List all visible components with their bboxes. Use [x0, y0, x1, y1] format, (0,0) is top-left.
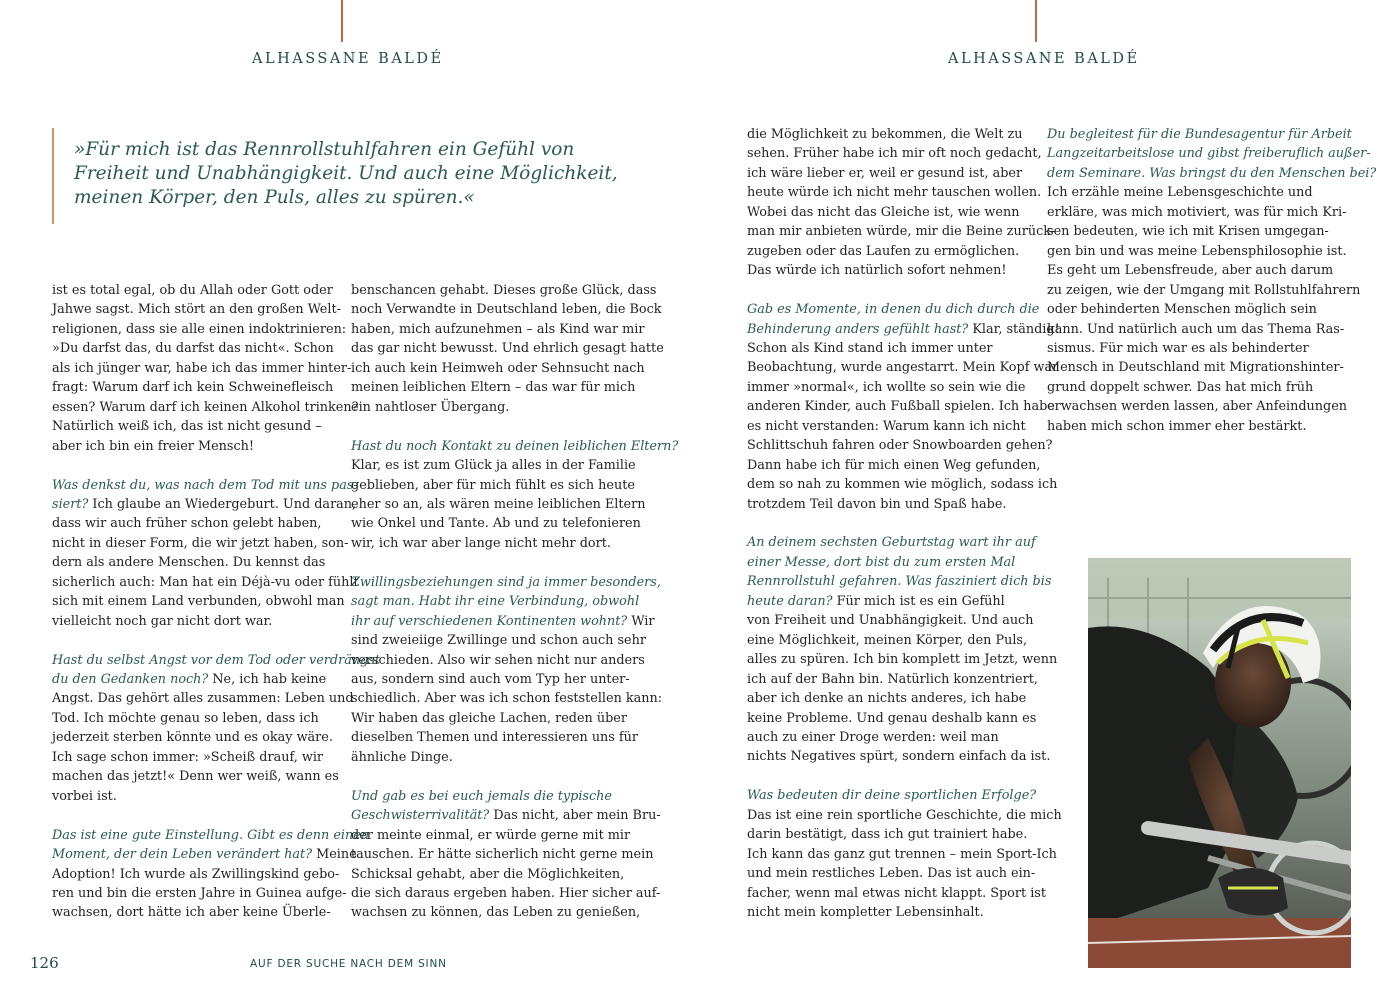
text-line: verschieden. Also wir sehen nicht nur anders: [351, 652, 645, 668]
text-line: Ich erzähle meine Lebensgeschichte und: [1047, 185, 1313, 201]
interview-paragraph: [351, 437, 679, 554]
interview-question: Gab es Momente, in denen du dich durch die: [747, 302, 1040, 318]
interview-paragraph: [52, 826, 370, 923]
pull-quote: [52, 128, 632, 224]
text-line: dass wir auch früher schon gelebt haben,: [52, 516, 322, 532]
interview-question: Das ist eine gute Einstellung. Gibt es denn einen: [52, 827, 370, 843]
text-line: jederzeit sterben könnte und es okay wäre.: [52, 730, 333, 746]
text-line: machen das jetzt!« Denn wer weiß, wann es: [52, 769, 339, 785]
athlete-in-racing-wheelchair-photo: [1088, 558, 1351, 968]
text-line: als ich jünger war, habe ich das immer hinter-: [52, 360, 352, 376]
text-line: ist es total egal, ob du Allah oder Gott oder: [52, 283, 333, 298]
text-line: meinen leiblichen Eltern – das war für mich: [351, 380, 636, 396]
text-line: immer »normal«, ich wollte so sein wie die: [747, 379, 1026, 395]
text-line: Schon als Kind stand ich immer unter: [747, 340, 993, 356]
pull-quote-line: meinen Körper, den Puls, alles zu spüren.«: [74, 187, 475, 208]
text-line: darin bestätigt, dass ich gut trainiert habe.: [747, 827, 1028, 843]
text-line: wie Onkel und Tante. Ab und zu telefonieren: [351, 516, 641, 532]
text-line: Für mich ist es ein Gefühl: [832, 593, 1005, 609]
text-line: noch Verwandte in Deutschland leben, die Bock: [351, 302, 662, 318]
text-line: sicherlich auch: Man hat ein Déjà-vu oder fühlt: [52, 574, 359, 590]
pull-quote-line: »Für mich ist das Rennrollstuhlfahren ein Gefühl: [74, 139, 535, 160]
running-head: ALHASSANE BALDÉ: [252, 51, 444, 67]
text-line: sich mit einem Land verbunden, obwohl man: [52, 594, 345, 610]
text-line: Klar, es ist zum Glück ja alles in der Familie: [351, 458, 636, 474]
text-line: Ich sage schon immer: »Scheiß drauf, wir: [52, 749, 324, 765]
interview-question: heute daran?: [747, 593, 833, 609]
interview-question: Langzeitarbeitslose und gibst freiberuflich außer-: [1047, 146, 1371, 162]
text-line: Schicksal gehabt, aber die Möglichkeiten,: [351, 866, 625, 882]
text-line: der meinte einmal, er würde gerne mit mir: [351, 827, 631, 843]
text-line: gen bin und was meine Lebensphilosophie ist.: [1047, 243, 1347, 259]
text-line: und mein restliches Leben. Das ist auch ein-: [747, 866, 1036, 882]
text-line: trotzdem Teil davon bin und Spaß habe.: [747, 496, 1007, 512]
text-line: auch zu einer Droge werden: weil man: [747, 730, 999, 746]
top-rule: [1035, 0, 1037, 42]
interview-paragraph: [747, 533, 1058, 766]
text-line: Adoption! Ich wurde als Zwillingskind gebo-: [52, 866, 340, 882]
text-column-2: [351, 281, 679, 942]
text-line: Das ist eine rein sportliche Geschichte, die mich: [747, 807, 1062, 823]
text-line: sismus. Für mich war es als behinderter: [1047, 340, 1309, 356]
text-line: eher so an, als wären meine leiblichen Eltern: [351, 496, 646, 512]
interview-question: sagt man. Habt ihr eine Verbindung, obwohl: [351, 594, 640, 610]
text-line: Wobei das nicht das Gleiche ist, wie wenn: [747, 204, 1020, 220]
right-page: [690, 0, 1379, 1000]
interview-paragraph: [747, 300, 1060, 514]
interview-question: Zwillingsbeziehungen sind ja immer besonders,: [351, 574, 661, 590]
text-line: dern als andere Menschen. Du kennst das: [52, 555, 326, 571]
text-line: nicht mein kompletter Lebensinhalt.: [747, 905, 984, 921]
text-line: sehen. Früher habe ich mir oft noch gedacht,: [747, 146, 1042, 162]
text-line: vorbei ist.: [52, 788, 117, 804]
interview-paragraph: [52, 476, 359, 632]
text-line: Ich kann das ganz gut trennen – mein Sport-Ich: [747, 846, 1057, 862]
interview-question: du den Gedanken noch?: [52, 672, 209, 688]
book-title-footer: AUF DER SUCHE NACH DEM SINN: [250, 958, 447, 970]
text-line: ich wäre lieber er, weil er gesund ist, aber: [747, 165, 1023, 181]
text-line: benschancen gehabt. Dieses große Glück, dass: [351, 283, 657, 298]
text-column-2: [1047, 125, 1377, 456]
text-line: aus, sondern sind auch vom Typ her unter-: [351, 672, 630, 688]
text-line: nichts Negatives spürt, sondern einfach da ist.: [747, 749, 1051, 765]
text-line: Mensch in Deutschland mit Migrationshinter-: [1047, 360, 1344, 376]
interview-question: Und gab es bei euch jemals die typische: [351, 788, 612, 804]
text-line: haben mich schon immer eher bestärkt.: [1047, 418, 1307, 434]
text-line: Wir: [627, 613, 655, 629]
text-line: Das nicht, aber mein Bru-: [489, 808, 661, 824]
text-line: Dann habe ich für mich einen Weg gefunden,: [747, 457, 1041, 473]
athlete-photo: [1088, 558, 1351, 968]
text-line: erwachsen werden lassen, aber Anfeindungen: [1047, 399, 1348, 415]
interview-question: ihr auf verschiedenen Kontinenten wohnt?: [351, 613, 628, 629]
text-line: facher, wenn mal etwas nicht klappt. Sport ist: [747, 885, 1047, 901]
text-line: vielleicht noch gar nicht dort war.: [52, 613, 273, 629]
text-line: aber ich bin ein freier Mensch!: [52, 438, 255, 454]
text-line: erkläre, was mich motiviert, was für mich Kri-: [1047, 204, 1347, 220]
text-line: sind zweieiige Zwillinge und schon auch sehr: [351, 633, 646, 649]
interview-question: Behinderung anders gefühlt hast?: [747, 321, 969, 337]
text-line: dieselben Themen und interessieren uns für: [351, 730, 639, 746]
text-line: Tod. Ich möchte genau so leben, dass ich: [52, 710, 319, 726]
text-line: Jahwe sagst. Mich stört an den großen Welt-: [52, 302, 341, 318]
text-line: zugeben oder das Laufen zu ermöglichen.: [747, 243, 1020, 259]
text-line: fragt: Warum darf ich kein Schweinefleisch: [52, 380, 334, 396]
text-line: es nicht verstanden: Warum kann ich nicht: [747, 418, 1026, 434]
text-line: Ich glaube an Wiedergeburt. Und daran,: [88, 496, 357, 512]
interview-paragraph: [351, 787, 661, 923]
text-line: die sich daraus ergeben haben. Hier sicher auf-: [351, 886, 661, 901]
text-column-1: [52, 281, 380, 942]
text-line: keine Probleme. Und genau deshalb kann es: [747, 710, 1037, 726]
paragraph: [747, 125, 1056, 281]
top-rule: [341, 0, 343, 42]
text-line: anderen Kinder, auch Fußball spielen. Ich habe: [747, 399, 1055, 415]
text-line: Angst. Das gehört alles zusammen: Leben und: [52, 691, 354, 707]
text-line: grund doppelt schwer. Das hat mich früh: [1047, 379, 1314, 395]
text-line: religionen, dass sie alle einen indoktrinieren:: [52, 321, 347, 337]
text-line: ich auch kein Heimweh oder Sehnsucht nach: [351, 360, 645, 376]
text-line: man mir anbieten würde, mir die Beine zurück-: [747, 224, 1056, 240]
interview-question: dem Seminare. Was bringst du den Menschen bei?: [1047, 165, 1377, 181]
text-column-1: [747, 125, 1062, 942]
interview-question: Was bedeuten dir deine sportlichen Erfolge?: [747, 788, 1037, 804]
text-line: tauschen. Er hätte sicherlich nicht gerne mein: [351, 847, 654, 863]
text-line: sen bedeuten, wie ich mit Krisen umgegan-: [1047, 224, 1329, 240]
text-line: essen? Warum darf ich keinen Alkohol trinken?: [52, 399, 359, 415]
text-line: alles zu spüren. Ich bin komplett im Jetzt, wenn: [747, 652, 1058, 668]
text-line: ren und bin die ersten Jahre in Guinea aufge-: [52, 886, 347, 901]
text-line: Es geht um Lebensfreude, aber auch darum: [1047, 263, 1334, 279]
text-line: eine Möglichkeit, meinen Körper, den Puls,: [747, 632, 1028, 648]
text-line: die Möglichkeit zu bekommen, die Welt zu: [747, 127, 1023, 142]
interview-question: Rennrollstuhl gefahren. Was fasziniert dich bis: [747, 574, 1052, 590]
text-line: aber ich denke an nichts anderes, ich habe: [747, 691, 1027, 707]
interview-question: Hast du selbst Angst vor dem Tod oder verdrängst: [52, 652, 380, 668]
text-line: schiedlich. Aber was ich schon feststellen kann:: [351, 691, 663, 707]
interview-question: einer Messe, dort bist du zum ersten Mal: [747, 554, 1016, 570]
interview-paragraph: [1047, 125, 1377, 436]
interview-question: Du begleitest für die Bundesagentur für Arbeit: [1047, 127, 1352, 142]
text-line: haben, mich aufzunehmen – als Kind war mir: [351, 321, 645, 337]
paragraph: [351, 281, 664, 417]
interview-question: Geschwisterrivalität?: [351, 808, 490, 824]
interview-paragraph: [747, 786, 1062, 922]
text-line: Wir haben das gleiche Lachen, reden über: [351, 710, 627, 726]
text-line: Meine: [312, 847, 357, 863]
text-line: Schlittschuh fahren oder Snowboarden gehen?: [747, 438, 1053, 454]
text-line: oder behinderten Menschen möglich sein: [1047, 302, 1317, 318]
text-line: zu zeigen, wie der Umgang mit Rollstuhlfahrern: [1047, 282, 1361, 298]
paragraph: [52, 281, 359, 456]
text-line: Das würde ich natürlich sofort nehmen!: [747, 263, 1007, 279]
text-line: wachsen, dort hätte ich aber keine Überle-: [52, 905, 331, 921]
text-line: ich auf der Bahn bin. Natürlich konzentriert,: [747, 671, 1038, 687]
text-line: dem so nah zu kommen wie möglich, sodass ich: [747, 477, 1058, 493]
running-head: ALHASSANE BALDÉ: [948, 51, 1140, 67]
text-line: Beobachtung, wurde angestarrt. Mein Kopf war: [747, 360, 1059, 376]
text-line: nicht in dieser Form, die wir jetzt haben, son-: [52, 535, 349, 551]
text-line: heute würde ich nicht mehr tauschen wollen.: [747, 185, 1042, 201]
text-line: »Du darfst das, du darfst das nicht«. Schon: [52, 341, 334, 357]
interview-question: Moment, der dein Leben verändert hat?: [52, 847, 313, 863]
interview-question: Was denkst du, was nach dem Tod mit uns pas-: [52, 477, 358, 493]
interview-question: siert?: [52, 496, 89, 512]
text-line: ein nahtloser Übergang.: [351, 399, 510, 415]
text-line: geblieben, aber für mich fühlt es sich heute: [351, 477, 635, 493]
text-line: kann. Und natürlich auch um das Thema Ras-: [1047, 321, 1345, 337]
text-line: wachsen zu können, das Leben zu genießen,: [351, 905, 641, 921]
interview-paragraph: [52, 651, 380, 807]
interview-question: An deinem sechsten Geburtstag wart ihr auf: [747, 535, 1036, 551]
text-line: das gar nicht bewusst. Und ehrlich gesagt hatte: [351, 341, 664, 357]
text-line: ähnliche Dinge.: [351, 749, 453, 765]
text-line: von Freiheit und Unabhängigkeit. Und auch: [747, 613, 1034, 629]
text-line: Ne, ich hab keine: [208, 672, 327, 688]
interview-paragraph: [351, 573, 663, 768]
text-line: Klar, ständig!: [968, 321, 1060, 337]
pull-quote-line: von Freiheit und Unabhängigkeit. Und auch eine Möglichkeit,: [74, 139, 618, 184]
interview-question: Hast du noch Kontakt zu deinen leiblichen Eltern?: [351, 438, 679, 454]
page-number: 126: [30, 954, 59, 972]
text-line: wir, ich war aber lange nicht mehr dort.: [351, 535, 611, 551]
text-line: Natürlich weiß ich, das ist nicht gesund –: [52, 419, 322, 435]
